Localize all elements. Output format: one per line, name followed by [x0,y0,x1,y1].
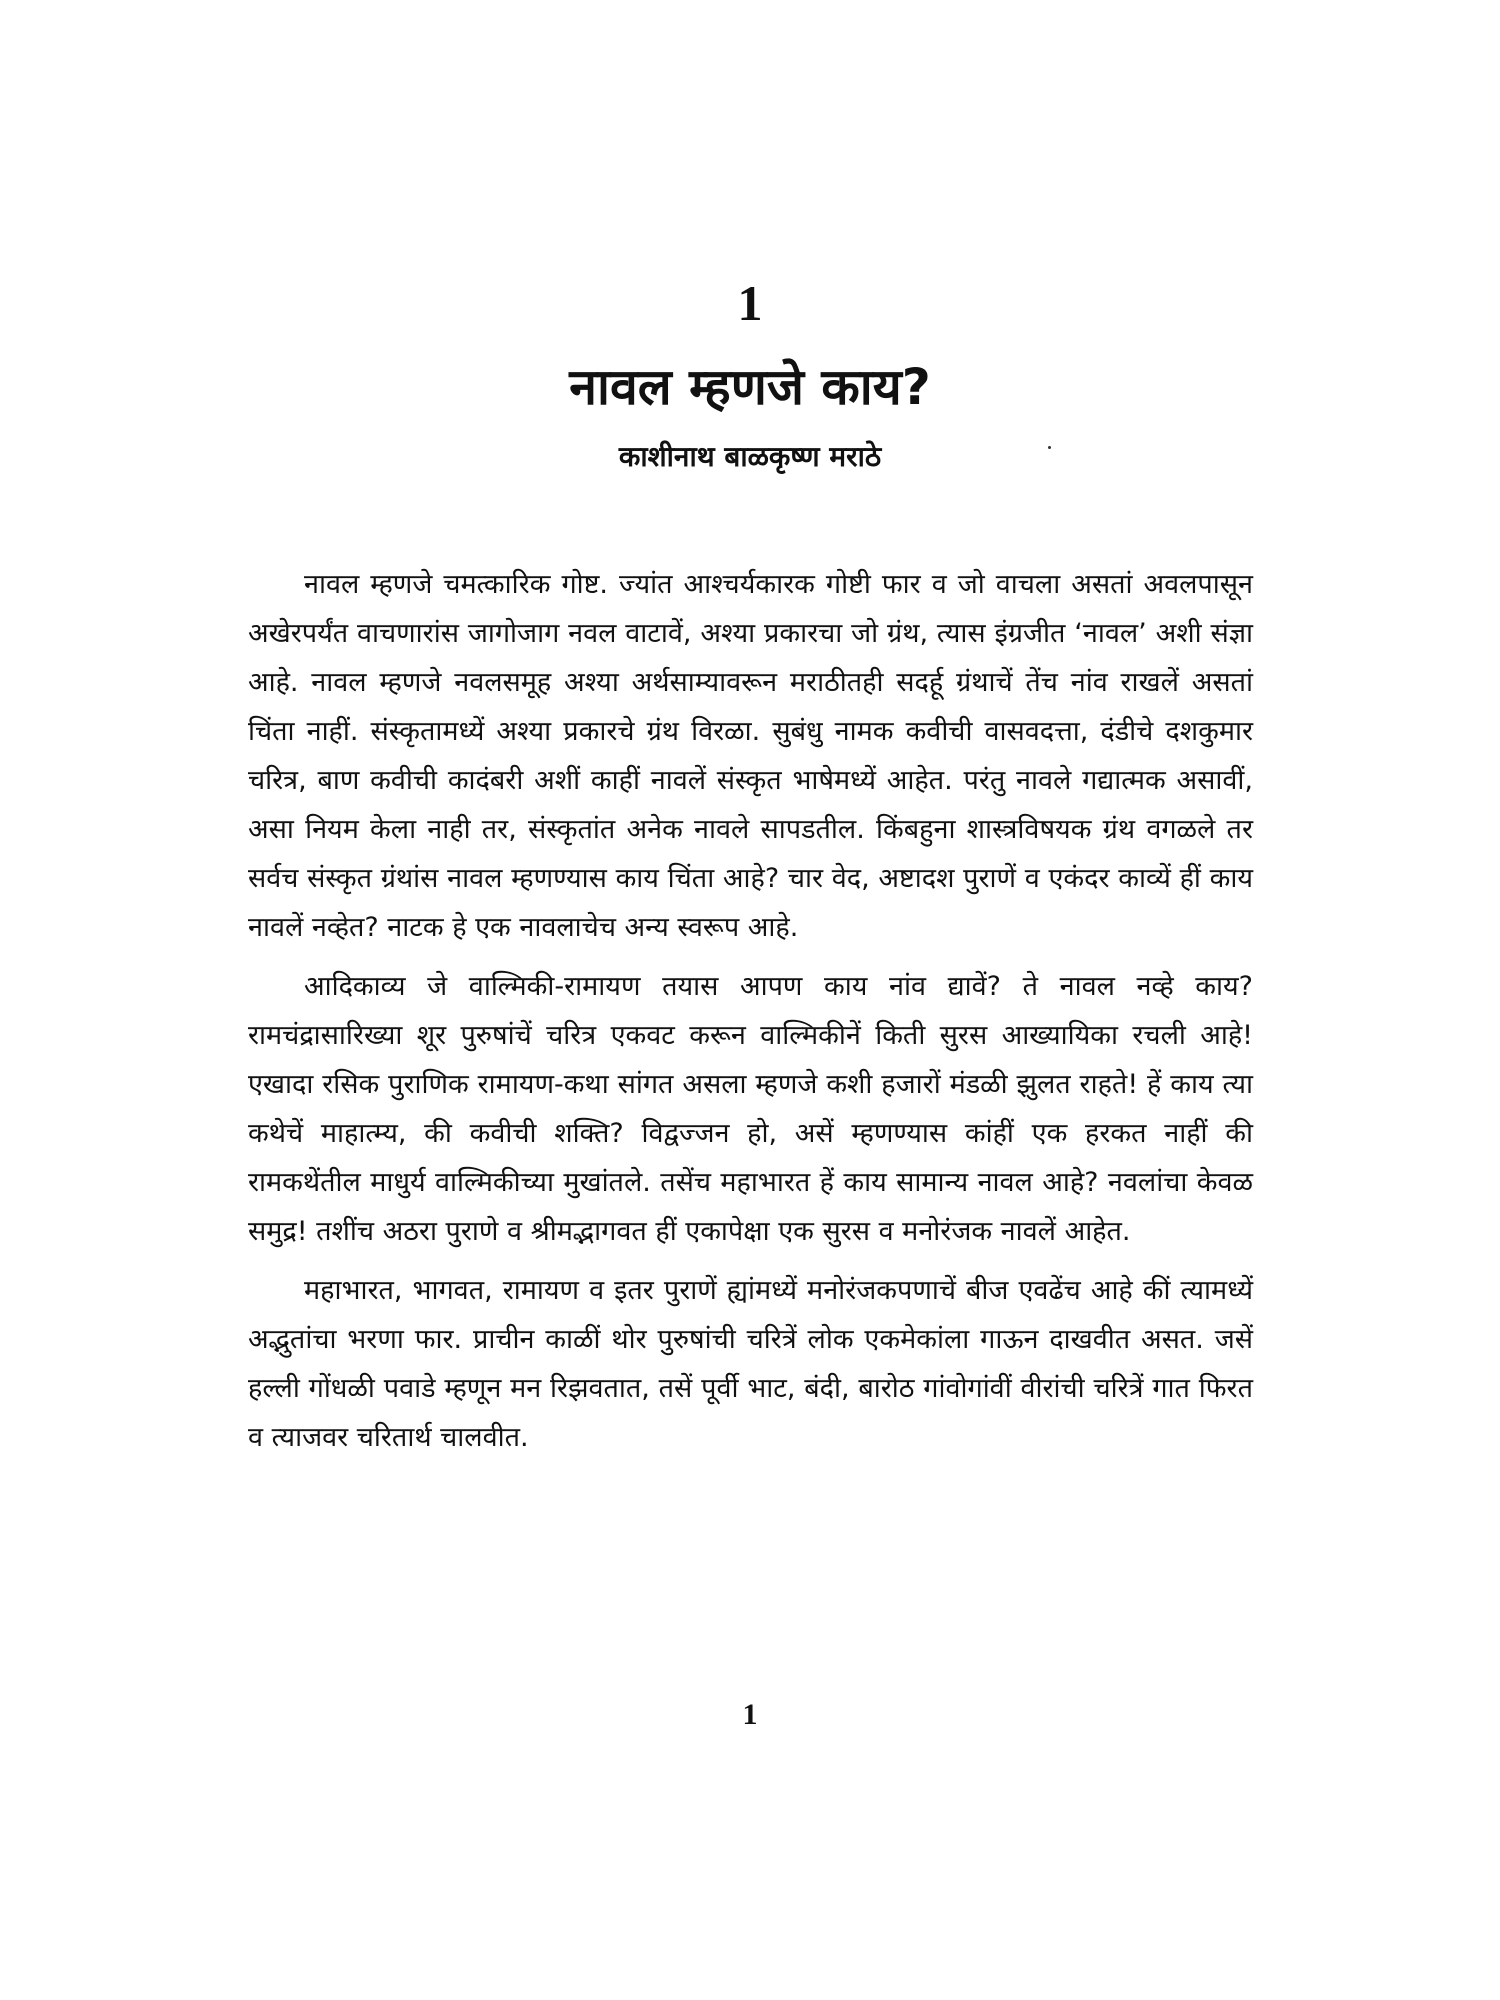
scan-speck [1048,446,1051,449]
paragraph: नावल म्हणजे चमत्कारिक गोष्ट. ज्यांत आश्चर्यकारक गोष्टी फार व जो वाचला असतां अवलपासून अखेरपर्यंत वाचणारांस जागोजाग नवल वाटावें, अश्या प्रकारचा जो ग्रंथ, त्यास इंग्रजीत ‘नावल’ अशी संज्ञा आहे. नावल म्हणजे नवलसमूह अश्या अर्थसाम्यावरून मराठीतही सदर्हू ग्रंथाचें तेंच नांव राखलें असतां चिंता नाहीं. संस्कृतामध्यें अश्या प्रकारचे ग्रंथ विरळा. सुबंधु नामक कवीची वासवदत्ता, दंडीचे दशकुमार चरित्र, बाण कवीची कादंबरी अशीं काहीं नावलें संस्कृत भाषेमध्यें आहेत. परंतु नावले गद्यात्मक असावीं, असा नियम केला नाही तर, संस्कृतांत अनेक नावले सापडतील. किंबहुना शास्त्रविषयक ग्रंथ वगळले तर सर्वच संस्कृत ग्रंथांस नावल म्हणण्यास काय चिंता आहे? चार वेद, अष्टादश पुराणें व एकंदर काव्यें हीं काय नावलें नव्हेत? नाटक हे एक नावलाचेच अन्य स्वरूप आहे. [248,569,1253,943]
paragraph: महाभारत, भागवत, रामायण व इतर पुराणें ह्यांमध्यें मनोरंजकपणाचें बीज एवढेंच आहे कीं त्यामध्यें अद्भुतांचा भरणा फार. प्राचीन काळीं थोर पुरुषांची चरित्रें लोक एकमेकांला गाऊन दाखवीत असत. जसें हल्ली गोंधळी पवाडे म्हणून मन रिझवतात, तसें पूर्वी भाट, बंदी, बारोठ गांवोगांवीं वीरांची चरित्रें गात फिरत व त्याजवर चरितार्थ चालवीत. [248,1275,1253,1453]
chapter-title: नावल म्हणजे काय? [569,358,931,416]
author-name: काशीनाथ बाळकृष्ण मराठे [618,440,882,473]
body-text [248,560,1253,1472]
paragraph: आदिकाव्य जे वाल्मिकी-रामायण तयास आपण काय नांव द्यावें? ते नावल नव्हे काय? रामचंद्रासारिख्या शूर पुरुषांचें चरित्र एकवट करून वाल्मिकीनें किती सुरस आख्यायिका रचली आहे! एखादा रसिक पुराणिक रामायण-कथा सांगत असला म्हणजे कशी हजारों मंडळी झुलत राहते! हें काय त्या कथेचें माहात्म्य, की कवीची शक्ति? विद्वज्जन हो, असें म्हणण्यास कांहीं एक हरकत नाहीं की रामकथेंतील माधुर्य वाल्मिकीच्या मुखांतले. तसेंच महाभारत हें काय सामान्य नावल आहे? नवलांचा केवळ समुद्र! तशींच अठरा पुराणे व श्रीमद्भागवत हीं एकापेक्षा एक सुरस व मनोरंजक नावलें आहेत. [248,971,1253,1247]
chapter-number: 1 [737,275,763,331]
page-number: 1 [742,1698,758,1731]
